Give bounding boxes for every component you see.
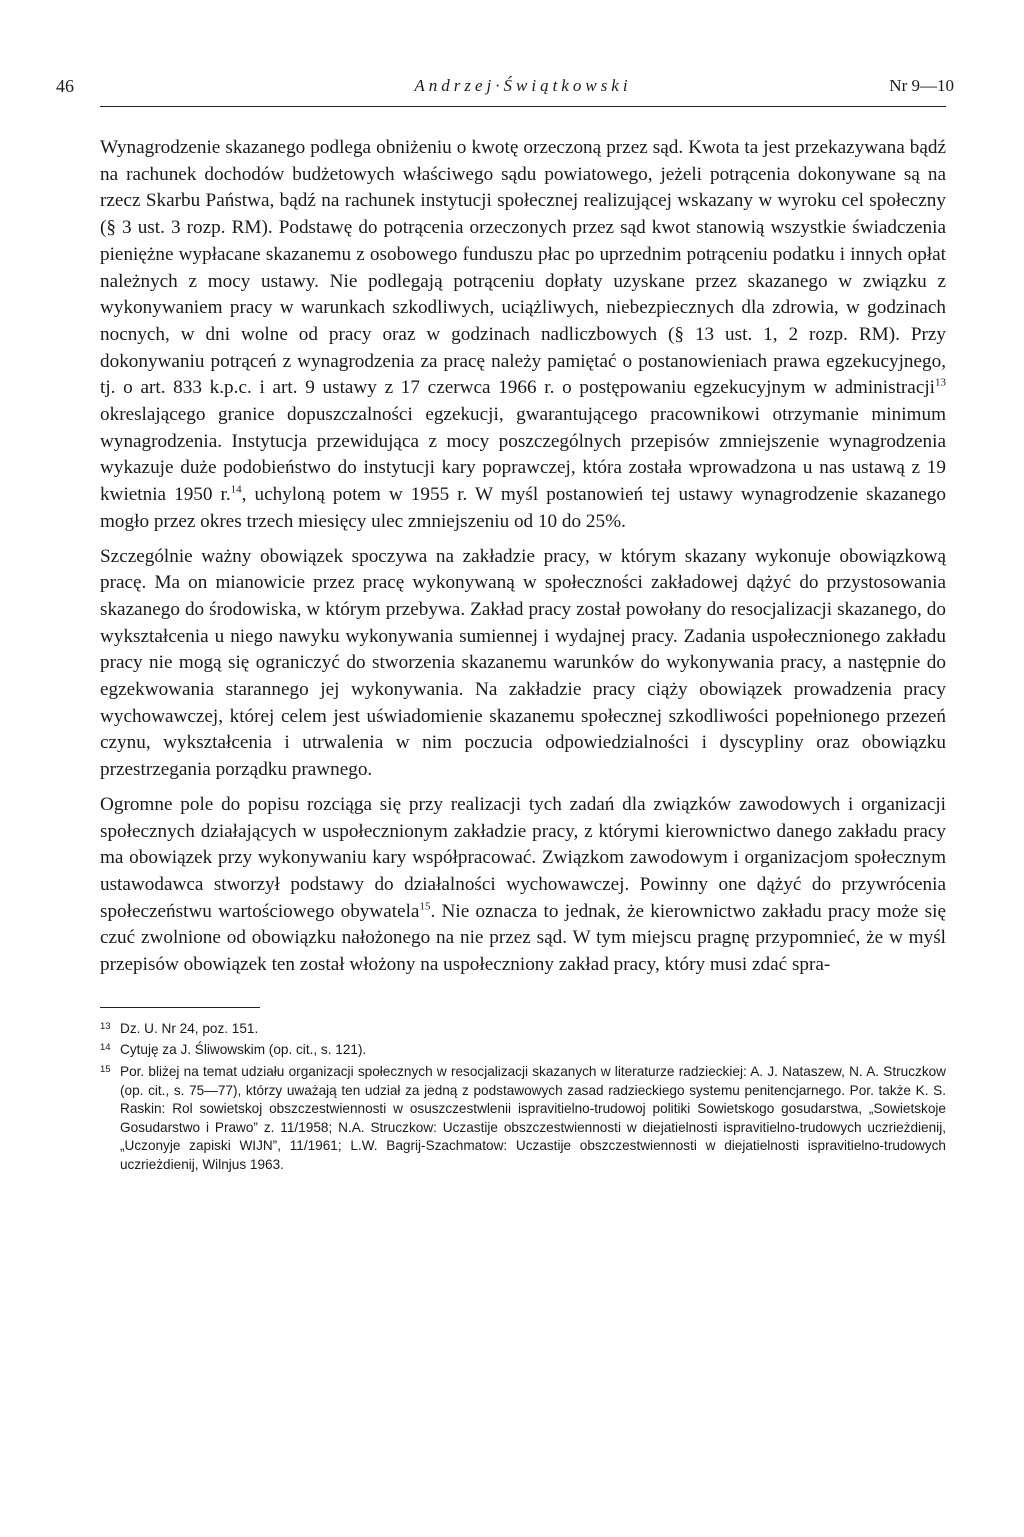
footnote-text: Cytuję za J. Śliwowskim (op. cit., s. 121). <box>120 1042 367 1058</box>
paragraph-text: Ogromne pole do popisu rozciąga się przy realizacji tych zadań dla związków zawodowych i organizacji społecznych działających w uspołecznionym zakładzie pracy, z którymi kierownictwo danego zakładu pracy ma obowiązek przy wykonywaniu kary współpracować. Związkom zawodowym i organizacjom społecznym ustawodawca stworzył podstawy do działalności wychowawczej. Powinny one dążyć do przywrócenia społeczeństwu wartościowego obywatela <box>100 793 946 922</box>
footnote-ref: 15 <box>419 900 431 913</box>
footnote-number: 15 <box>100 1063 111 1075</box>
paragraph-text: okreslającego granice dopuszczalności egzekucji, gwarantującego pracownikowi otrzymanie minimum wynagrodzenia. Instytucja przewidująca z mocy poszczególnych przepisów zmniejszenie wynagrodzenia wykazuje duże podobieństwo do instytucji kary poprawczej, która została wprowadzona u nas ustawą z 19 kwietnia 1950 r. <box>100 404 946 506</box>
paragraph-text: Wynagrodzenie skazanego podlega obniżeniu o kwotę orzeczoną przez sąd. Kwota ta jest przekazywana bądź na rachunek dochodów budżetowych właściwego sądu powiatowego, jeżeli potrącenia dokonywane są na rzecz Skarbu Państwa, bądź na rachunek instytucji społecznej realizującej wskazany w wyroku cel społeczny (§ 3 ust. 3 rozp. RM). Podstawę do potrącenia orzeczonych przez sąd kwot stanowią wszystkie świadczenia pieniężne wypłacane skazanemu z osobowego funduszu płac po uprzednim potrąceniu podatku i innych opłat należnych z mocy ustawy. Nie podlegają potrąceniu dopłaty uzyskane przez skazanego w związku z wykonywaniem pracy w warunkach szkodliwych, uciążliwych, niebezpiecznych dla zdrowia, w godzinach nocnych, w dni wolne od pracy oraz w godzinach nadliczbowych (§ 13 ust. 1, 2 rozp. RM). Przy dokonywaniu potrąceń z wynagrodzenia za pracę należy pamiętać o postanowieniach prawa egzekucyjnego, tj. o art. 833 k.p.c. i art. 9 ustawy z 17 czerwca 1966 r. o postępowaniu egzekucyjnym w administracji <box>100 137 946 399</box>
footnote-text: Dz. U. Nr 24, poz. 151. <box>120 1020 259 1036</box>
running-head-author: Andrzej·Świątkowski <box>414 76 632 95</box>
page-number: 46 <box>56 76 74 96</box>
running-head <box>56 66 954 107</box>
document-page <box>56 66 954 1516</box>
footnotes <box>100 1020 946 1175</box>
paragraph <box>100 544 946 784</box>
footnote-text: Por. bliżej na temat udziału organizacji społecznych w resocjalizacji skazanych w literaturze radzieckiej: A. J. Nataszew, N. A. Struczkow (op. cit., s. 75—77), którzy uważają ten udział za jedną z podstawowych zasad radzieckiego systemu penitencjarnego. Por. także K. S. Raskin: Rol sowietskoj obszczestwiennosti w osuszczestwlenii ispravitielno-trudowoj politiki Sowietskogo gosudarstwa, „Sowietskoje Gosudarstwo i Prawo” z. 11/1958; N.A. Struczkow: Uczastije obszczestwiennosti w diejatielnosti ispravitielno-trudowych uczrieżdienij, „Uczonyje zapiski WIJN”, 11/1961; L.W. Bagrij-Szachmatow: Uczastije obszczestwiennosti w diejatielnosti ispravitielno-trudowych uczrieżdienij, Wilnjus 1963. <box>120 1063 946 1172</box>
paragraph <box>100 135 946 536</box>
footnote-number: 14 <box>100 1042 111 1054</box>
footnote <box>100 1041 946 1060</box>
footnote-ref: 14 <box>230 483 242 496</box>
paragraph-text: Szczególnie ważny obowiązek spoczywa na zakładzie pracy, w którym skazany wykonuje obowiązkową pracę. Ma on mianowicie przez pracę wykonywaną w społeczności zakładowej dążyć do przystosowania skazanego do środowiska, w którym przebywa. Zakład pracy został powołany do resocjalizacji skazanego, do wykształcenia u niego nawyku wykonywania sumiennej i wydajnej pracy. Zadania uspołecznionego zakładu pracy nie mogą się ograniczyć do stworzenia skazanemu warunków do wykonywania pracy, a następnie do egzekwowania starannego jej wykonywania. Na zakładzie pracy ciąży obowiązek prowadzenia pracy wychowawczej, której celem jest uświadomienie skazanemu społecznej szkodliwości popełnionego przezeń czynu, wykształcenia i utrwalenia w nim poczucia odpowiedzialności i dyscypliny oraz obowiązku przestrzegania porządku prawnego. <box>100 545 946 781</box>
paragraph-text: , uchyloną potem w 1955 r. W myśl postanowień tej ustawy wynagrodzenie skazanego mogło przez okres trzech miesięcy ulec zmniejszeniu od 10 do 25%. <box>100 484 946 532</box>
footnote-separator <box>100 1007 260 1008</box>
footnote-ref: 13 <box>935 376 946 389</box>
body-text <box>100 135 946 979</box>
paragraph <box>100 792 946 979</box>
footnote <box>100 1063 946 1175</box>
issue-number: Nr 9—10 <box>889 76 954 95</box>
paragraph-text: . Nie oznacza to jednak, że kierownictwo zakładu pracy może się czuć zwolnione od obowiązku nałożonego na nie przez sąd. W tym miejscu pragnę przypomnieć, że w myśl przepisów obowiązek ten został włożony na uspołeczniony zakład pracy, który musi zdać spra- <box>100 900 946 976</box>
footnote <box>100 1020 946 1039</box>
footnote-number: 13 <box>100 1020 111 1032</box>
